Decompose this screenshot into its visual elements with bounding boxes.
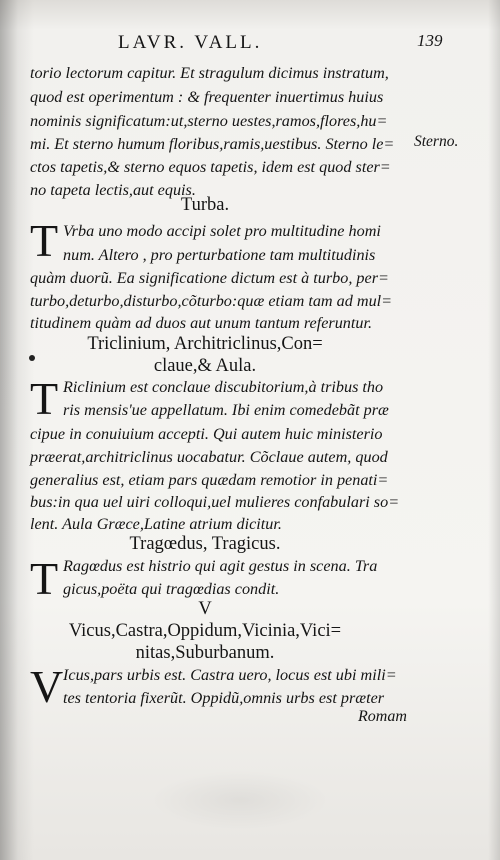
drop-cap: T xyxy=(30,373,59,424)
text-line: cipue in conuiuium accepti. Qui autem huic ministerio xyxy=(30,425,383,443)
text-line: generalius est, etiam pars quædam remotior in penati= xyxy=(30,471,389,489)
text-line: gicus,poëta qui tragœdias condit. xyxy=(63,580,280,598)
text-line: titudinem quàm ad duos aut unum tantum referuntur. xyxy=(30,314,373,332)
text-line: quod est operimentum : & frequenter inuertimus huius xyxy=(30,88,384,106)
section-heading: claue,& Aula. xyxy=(153,356,257,376)
section-heading: Vicus,Castra,Oppidum,Vicinia,Vici= xyxy=(68,621,342,641)
section-heading: nitas,Suburbanum. xyxy=(135,643,275,663)
text-line: num. Altero , pro perturbatione tam multitudinis xyxy=(63,246,376,264)
text-line: Riclinium est conclaue discubitorium,à tribus tho xyxy=(63,378,384,396)
text-line: torio lectorum capitur. Et stragulum dicimus instratum, xyxy=(30,64,389,82)
drop-cap: T xyxy=(30,553,59,604)
text-line: ctos tapetis,& sterno equos tapetis, idem est quod ster= xyxy=(30,158,391,176)
text-line: bus:in qua uel uiri colloqui,uel mulieres confabulari so= xyxy=(30,493,400,511)
drop-cap: V xyxy=(30,661,64,712)
drop-cap: T xyxy=(30,215,59,266)
text-line: nominis significatum:ut,sterno uestes,ramos,flores,hu= xyxy=(30,112,388,130)
section-heading: Triclinium, Architriclinus,Con= xyxy=(87,334,323,354)
page-number: 139 xyxy=(417,31,443,50)
section-heading: Tragœdus, Tragicus. xyxy=(129,534,281,554)
paper-stain xyxy=(150,770,330,830)
text-line: no tapeta lectis,aut equis. xyxy=(30,181,196,199)
text-line: lent. Aula Græce,Latine atrium dicitur. xyxy=(30,515,282,533)
catchword: Romam xyxy=(358,708,407,725)
text-line: Vrba uno modo accipi solet pro multitudine homi xyxy=(63,222,381,240)
ink-spot xyxy=(29,355,35,361)
text-line: Ragœdus est histrio qui agit gestus in scena. Tra xyxy=(63,557,378,575)
running-head: LAVR. VALL. xyxy=(118,32,263,53)
section-letter: V xyxy=(198,599,212,619)
text-line: tes tentoria fixerũt. Oppidũ,omnis urbs est præter xyxy=(63,689,385,707)
margin-note: Sterno. xyxy=(414,133,459,150)
text-line: turbo,deturbo,disturbo,cõturbo:quæ etiam tam ad mul= xyxy=(30,292,393,310)
page-header xyxy=(0,30,500,58)
text-line: Icus,pars urbis est. Castra uero, locus est ubi mili= xyxy=(63,666,397,684)
text-line: præerat,architriclinus uocabatur. Cõclaue autem, quod xyxy=(30,448,388,466)
text-line: ris mensis'ue appellatum. Ibi enim comedebãt præ xyxy=(63,401,389,419)
text-line: quàm duorũ. Ea significatione dictum est à turbo, per= xyxy=(30,269,389,287)
text-line: mi. Et sterno humum floribus,ramis,uestibus. Sterno le= xyxy=(30,135,395,153)
section-heading: Turba. xyxy=(180,195,230,215)
